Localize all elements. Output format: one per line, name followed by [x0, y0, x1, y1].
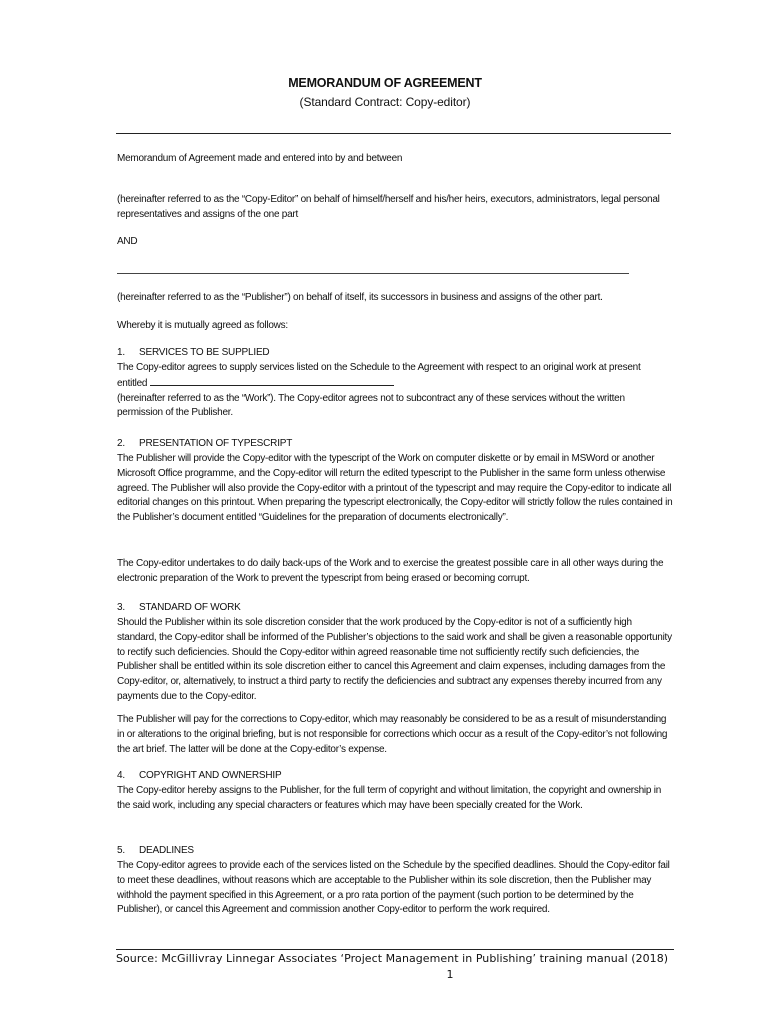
copyeditor-party-clause: (hereinafter referred to as the “Copy-Editor” on behalf of himself/herself and his/her heirs, executors, administrators, legal personal representatives and assigns of the one part: [117, 194, 660, 220]
services-text: The Copy-editor agrees to supply services listed on the Schedule to the Agreement with respect to an original work at present entitled: [117, 362, 641, 389]
publisher-name-blank[interactable]: [117, 273, 629, 274]
section-heading-copyright: [117, 770, 281, 781]
section-title: PRESENTATION OF TYPESCRIPT: [139, 438, 293, 449]
and-separator: AND: [117, 236, 138, 247]
services-text-continued: (hereinafter referred to as the “Work”). The Copy-editor agrees not to subcontract any of these services without the written permission of the Publisher.: [117, 392, 625, 419]
deadlines-paragraph: The Copy-editor agrees to provide each of the services listed on the Schedule by the specified deadlines. Should the Copy-editor fail to meet these deadlines, without reasons which are acceptable to the Publisher within its sole discretion, then the Publisher may withhold the payment specified in this Agreement, or a pro rata portion of the payment (such portion to be determined by the Publisher), or cancel this Agreement and commission another Copy-editor to perform the work required.: [117, 860, 670, 916]
section-number: 2.: [117, 438, 125, 449]
section-heading-services: [117, 347, 269, 358]
section-number: 5.: [117, 845, 125, 856]
document-subtitle: (Standard Contract: Copy-editor): [299, 95, 471, 109]
intro-line: Memorandum of Agreement made and entered into by and between: [117, 153, 403, 164]
page-number: 1: [446, 968, 454, 981]
footer-source: Source: McGillivray Linnegar Associates ‘Project Management in Publishing’ training manual (2018): [116, 952, 669, 965]
typescript-paragraph-2: The Copy-editor undertakes to do daily back-ups of the Work and to exercise the greatest possible care in all other ways during the electronic preparation of the Work to prevent the typescript from being erased or becoming corrupt.: [117, 558, 664, 584]
standard-paragraph-1: Should the Publisher within its sole discretion consider that the work produced by the Copy-editor is not of a sufficiently high standard, the Copy-editor shall be informed of the Publisher’s objections to the said work and shall be given a reasonable opportunity to rectify such deficiencies. Should the Copy-editor within agreed reasonable time not sufficiently rectify such deficiencies, the Publisher shall be entitled within its sole discretion either to cancel this Agreement and claim expenses, including damages from the Copy-editor, or, alternatively, to instruct a third party to rectify the deficiencies and subtract any expenses thereby incurred from any payments due to the Copy-editor.: [117, 617, 672, 702]
document-title: MEMORANDUM OF AGREEMENT: [288, 76, 482, 90]
section-heading-typescript: [117, 438, 292, 449]
typescript-paragraph-1: The Publisher will provide the Copy-editor with the typescript of the Work on computer diskette or by email in MSWord or another Microsoft Office programme, and the Copy-editor will return the edited typescript to the Publisher in the same form unless otherwise agreed. The Publisher will also provide the Copy-editor with a printout of the typescript and may require the Copy-editor to indicate all editorial changes on this printout. When preparing the typescript electronically, the Copy-editor will strictly follow the rules contained in the Publisher’s document entitled “Guidelines for the preparation of documents electronically”.: [117, 453, 673, 524]
footer-divider: [116, 949, 674, 950]
section-number: 1.: [117, 347, 125, 358]
section-number: 4.: [117, 770, 125, 781]
work-title-blank[interactable]: [150, 376, 394, 386]
section-heading-standard: [117, 602, 241, 613]
whereby-clause: Whereby it is mutually agreed as follows:: [117, 320, 288, 331]
publisher-party-clause: (hereinafter referred to as the “Publisher”) on behalf of itself, its successors in business and assigns of the other part.: [117, 292, 603, 303]
standard-paragraph-2: The Publisher will pay for the corrections to Copy-editor, which may reasonably be considered to be as a result of misunderstanding in or alterations to the original briefing, but is not responsible for corrections which occur as a result of the Copy-editor’s not following the art brief. The latter will be done at the Copy-editor’s expense.: [117, 714, 668, 755]
section-title: STANDARD OF WORK: [139, 602, 241, 613]
section-title: SERVICES TO BE SUPPLIED: [139, 347, 270, 358]
section-number: 3.: [117, 602, 125, 613]
section-title: COPYRIGHT AND OWNERSHIP: [139, 770, 282, 781]
section-title: DEADLINES: [139, 845, 194, 856]
title-divider: [116, 133, 671, 134]
section-heading-deadlines: [117, 845, 194, 856]
copyright-paragraph: The Copy-editor hereby assigns to the Publisher, for the full term of copyright and without limitation, the copyright and ownership in the said work, including any special characters or features which may have been specially created for the Work.: [117, 785, 662, 811]
section-text: [117, 361, 673, 421]
